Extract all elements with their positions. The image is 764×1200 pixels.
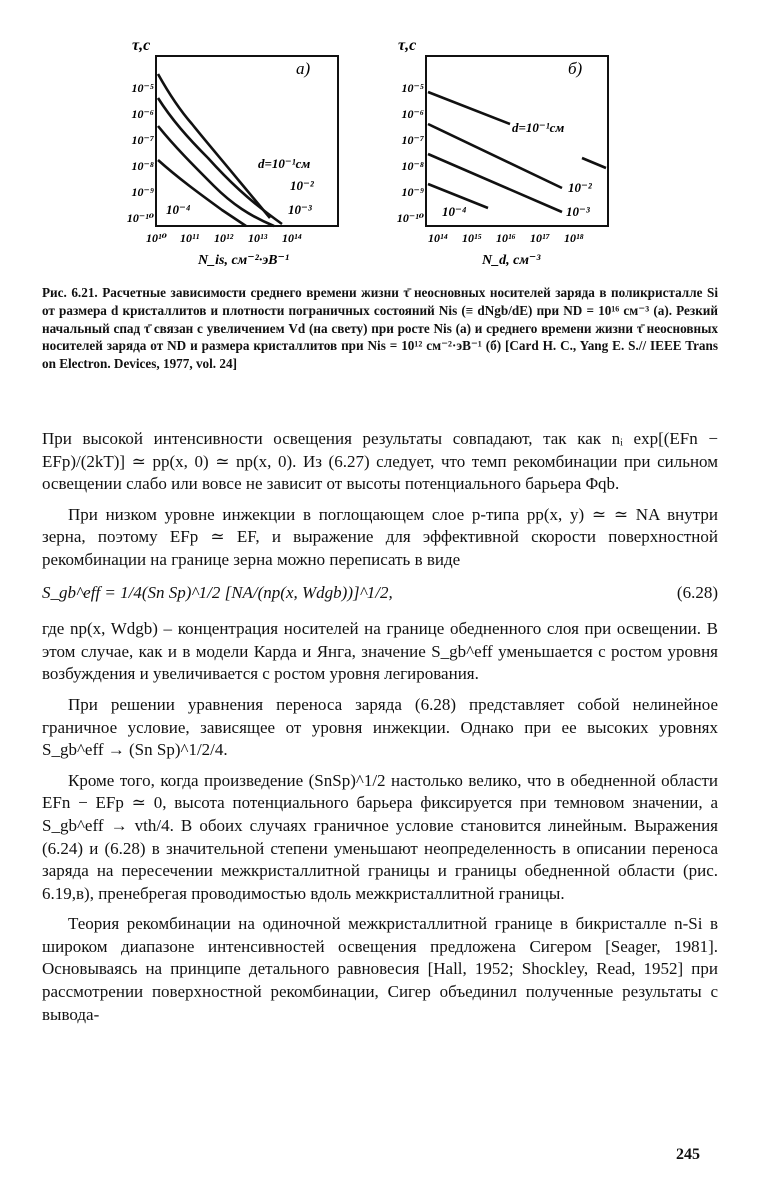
panel-b-ytick: 10⁻⁵ <box>401 81 424 95</box>
panel-a-xtick: 10¹² <box>214 231 234 245</box>
page-number: 245 <box>676 1146 700 1163</box>
panel-b-curve-label: 10⁻³ <box>566 204 590 219</box>
panel-a-curve-label: d=10⁻¹см <box>258 156 311 171</box>
panel-a-curve-label: 10⁻³ <box>288 202 312 217</box>
equation-body: S_gb^eff = 1/4(Sn Sp)^1/2 [NA/(np(x, Wdgb))]^1/2, <box>42 582 393 602</box>
panel-a <box>127 37 338 268</box>
panel-b-ytick: 10⁻¹⁰ <box>396 211 424 225</box>
paragraph: При высокой интенсивности освещения результаты совпадают, так как nᵢ exp[(EFn − EFp)/(2kT)] ≃ pp(x, 0) ≃ np(x, 0). Из (6.27) следует, что темп рекомбинации при сильном освещении слабо или вовсе не зависит от высоты потенциального барьера Φqb. <box>42 429 718 494</box>
panel-b-label: б) <box>568 59 583 78</box>
panel-b-ytick: 10⁻⁹ <box>401 185 424 199</box>
figure-caption: Рис. 6.21. Расчетные зависимости среднего времени жизни τ̄ неосновных носителей заряда в поликристалле Si от размера d кристаллитов и плотности пограничных состояний Nis (≡ dNgb/dE) при ND = 10¹⁶ см⁻³ (а). Резкий начальный спад τ̄ связан с увеличением Vd (на свету) при росте Nis (а) и среднего времени жизни τ̄ неосновных носителей заряда от ND и размера кристаллитов при Nis = 10¹² см⁻²·эВ⁻¹ (б) [Card H. C., Yang E. S.// IEEE Trans on Electron. Devices, 1977, vol. 24] <box>42 285 718 372</box>
equation-6-28 <box>42 582 718 605</box>
panel-b-curve-d1e-1-part2 <box>582 158 606 168</box>
paragraph: Теория рекомбинации на одиночной межкристаллитной границе в бикристалле n-Si в широком диапазоне интенсивностей освещения предложена Сигером [Seager, 1981]. Основываясь на принципе детального равновесия [Hall, 1952; Shockley, Read, 1952] при рассмотрении поверхностной рекомбинации, Сигер объединил полученные результаты с вывода- <box>42 914 718 1024</box>
figure-svg <box>108 28 628 268</box>
panel-a-ytick: 10⁻⁸ <box>131 159 154 173</box>
panel-b-yaxis-label: τ,c <box>398 37 417 54</box>
panel-a-xtick: 10¹⁰ <box>146 231 167 245</box>
panel-a-ytick: 10⁻¹⁰ <box>126 211 154 225</box>
panel-a-curve-label: 10⁻⁴ <box>166 202 191 217</box>
panel-a-ytick: 10⁻⁷ <box>131 133 154 147</box>
panel-a-label: а) <box>296 59 311 78</box>
panel-b-curve-label: d=10⁻¹см <box>512 120 565 135</box>
paragraph: где np(x, Wdgb) – концентрация носителей на границе обедненного слоя при освещении. В этом случае, как и в модели Карда и Янга, значение S_gb^eff уменьшается с ростом уровня возбуждения и увеличивается с ростом уровня легирования. <box>42 619 718 684</box>
page-body <box>42 428 718 1034</box>
panel-b-curve-label: 10⁻⁴ <box>442 204 467 219</box>
panel-b-curve-label: 10⁻² <box>568 180 592 195</box>
panel-a-xtick: 10¹¹ <box>180 231 200 245</box>
panel-a-xtick: 10¹⁴ <box>282 231 302 245</box>
panel-b-curve-d1e-1-part1 <box>428 92 510 124</box>
panel-b-xtick: 10¹⁵ <box>462 231 482 245</box>
paragraph: Кроме того, когда произведение (SnSp)^1/2 настолько велико, что в обедненной области EFn − EFp ≃ 0, высота потенциального барьера фиксируется при темновом значении, а S_gb^eff → vth/4. В обоих случаях граничное условие становится линейным. Выражения (6.24) и (6.28) в значительной степени уменьшают неопределенность в описании переноса заряда на пересечении межкристаллитной границы и границы обедненной области (рис. 6.19,в), пренебрегая проводимостью вдоль межкристаллитной границы. <box>42 770 718 903</box>
panel-b-xtick: 10¹⁴ <box>428 231 448 245</box>
panel-b <box>397 37 608 268</box>
panel-b-xaxis-label: N_d, см⁻³ <box>482 253 541 268</box>
panel-b-ytick: 10⁻⁶ <box>401 107 424 121</box>
panel-b-ytick: 10⁻⁸ <box>401 159 424 173</box>
panel-a-ytick: 10⁻⁶ <box>131 107 154 121</box>
paragraph: При решении уравнения переноса заряда (6.28) представляет собой нелинейное граничное условие, зависящее от уровня инжекции. Однако при ее высоких уровнях S_gb^eff → (Sn Sp)^1/2/4. <box>42 694 718 760</box>
panel-b-xtick: 10¹⁸ <box>564 231 584 245</box>
panel-b-frame <box>426 56 608 226</box>
panel-a-yaxis-label: τ,c <box>132 37 151 54</box>
panel-a-frame <box>156 56 338 226</box>
panel-a-xtick: 10¹³ <box>248 231 268 245</box>
paragraph: При низком уровне инжекции в поглощающем слое p-типа pp(x, y) ≃ ≃ NA внутри зерна, поэтому EFp ≃ EF, и выражение для эффективной скорости поверхностной рекомбинации на границе зерна можно переписать в виде <box>42 504 718 569</box>
panel-a-curve-label: 10⁻² <box>290 178 314 193</box>
panel-b-xtick: 10¹⁷ <box>530 231 550 245</box>
panel-a-xaxis-label: N_is, см⁻²·эВ⁻¹ <box>198 253 290 268</box>
equation-number: (6.28) <box>676 582 718 602</box>
panel-a-ytick: 10⁻⁹ <box>131 185 154 199</box>
figure-6-21 <box>108 28 628 268</box>
panel-b-ytick: 10⁻⁷ <box>401 133 424 147</box>
panel-b-xtick: 10¹⁶ <box>496 231 516 245</box>
panel-a-ytick: 10⁻⁵ <box>131 81 154 95</box>
